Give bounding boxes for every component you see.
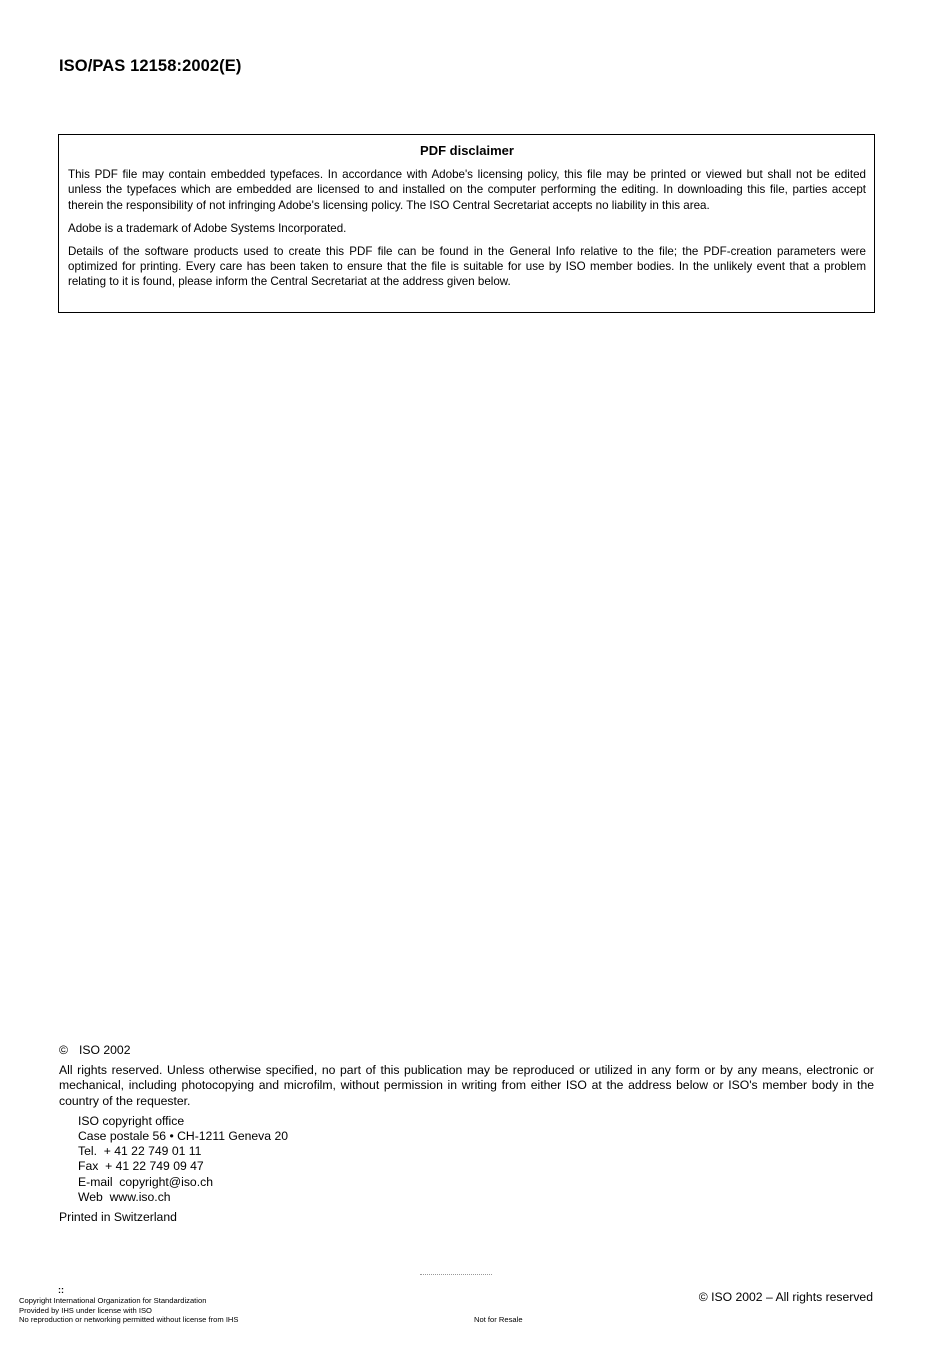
copyright-owner: ISO 2002: [79, 1043, 131, 1057]
address-postal: Case postale 56 • CH-1211 Geneva 20: [78, 1129, 289, 1144]
footer-line: Copyright International Organization for Standardization: [19, 1296, 207, 1305]
copyright-office-address: [78, 1114, 874, 1205]
rights-statement: All rights reserved. Unless otherwise specified, no part of this publication may be reproduced or utilized in any form or by any means, electronic or mechanical, including photocopying and microfilm, without permission in writing from either ISO at the address below or ISO's member body in the country of the requester.: [59, 1063, 874, 1108]
disclaimer-paragraph: Details of the software products used to create this PDF file can be found in the General Info relative to the file; the PDF-creation parameters were optimized for printing. Every care has been taken to ensure that the file is suitable for use by ISO member bodies. In the unlikely event that a problem relating to it is found, please inform the Central Secretariat at the address given below.: [68, 244, 866, 289]
footer-copyright: © ISO 2002 – All rights reserved: [698, 1290, 873, 1304]
printed-location: Printed in Switzerland: [59, 1210, 177, 1225]
address-office: ISO copyright office: [78, 1113, 185, 1128]
copyright-notice: [59, 1043, 874, 1058]
footer-not-for-resale: Not for Resale: [474, 1315, 523, 1324]
address-email: E-mail copyright@iso.ch: [78, 1174, 213, 1189]
footer-line: No reproduction or networking permitted without license from IHS: [19, 1315, 239, 1325]
copyright-block: [59, 1043, 874, 1225]
document-header: ISO/PAS 12158:2002(E): [59, 57, 242, 75]
copyright-icon: ©: [59, 1043, 68, 1057]
disclaimer-paragraph: Adobe is a trademark of Adobe Systems Incorporated.: [68, 221, 347, 235]
address-web: Web www.iso.ch: [78, 1189, 171, 1204]
address-fax: Fax + 41 22 749 09 47: [78, 1159, 204, 1174]
disclaimer-paragraph: This PDF file may contain embedded typefaces. In accordance with Adobe's licensing policy, this file may be printed or viewed but shall not be edited unless the typefaces which are embedded are licensed to and installed on the computer performing the editing. In downloading this file, parties accept therein the responsibility of not infringing Adobe's licensing policy. The ISO Central Secretariat accepts no liability in this area.: [68, 168, 866, 212]
pdf-disclaimer-box: [58, 134, 875, 313]
footer-mark: ::: [58, 1285, 64, 1295]
disclaimer-title: PDF disclaimer: [420, 143, 514, 158]
footer-license-notice: [19, 1296, 238, 1325]
scan-artifact: [420, 1274, 492, 1279]
footer-line: Provided by IHS under license with ISO: [19, 1305, 152, 1315]
address-tel: Tel. + 41 22 749 01 11: [78, 1144, 202, 1159]
